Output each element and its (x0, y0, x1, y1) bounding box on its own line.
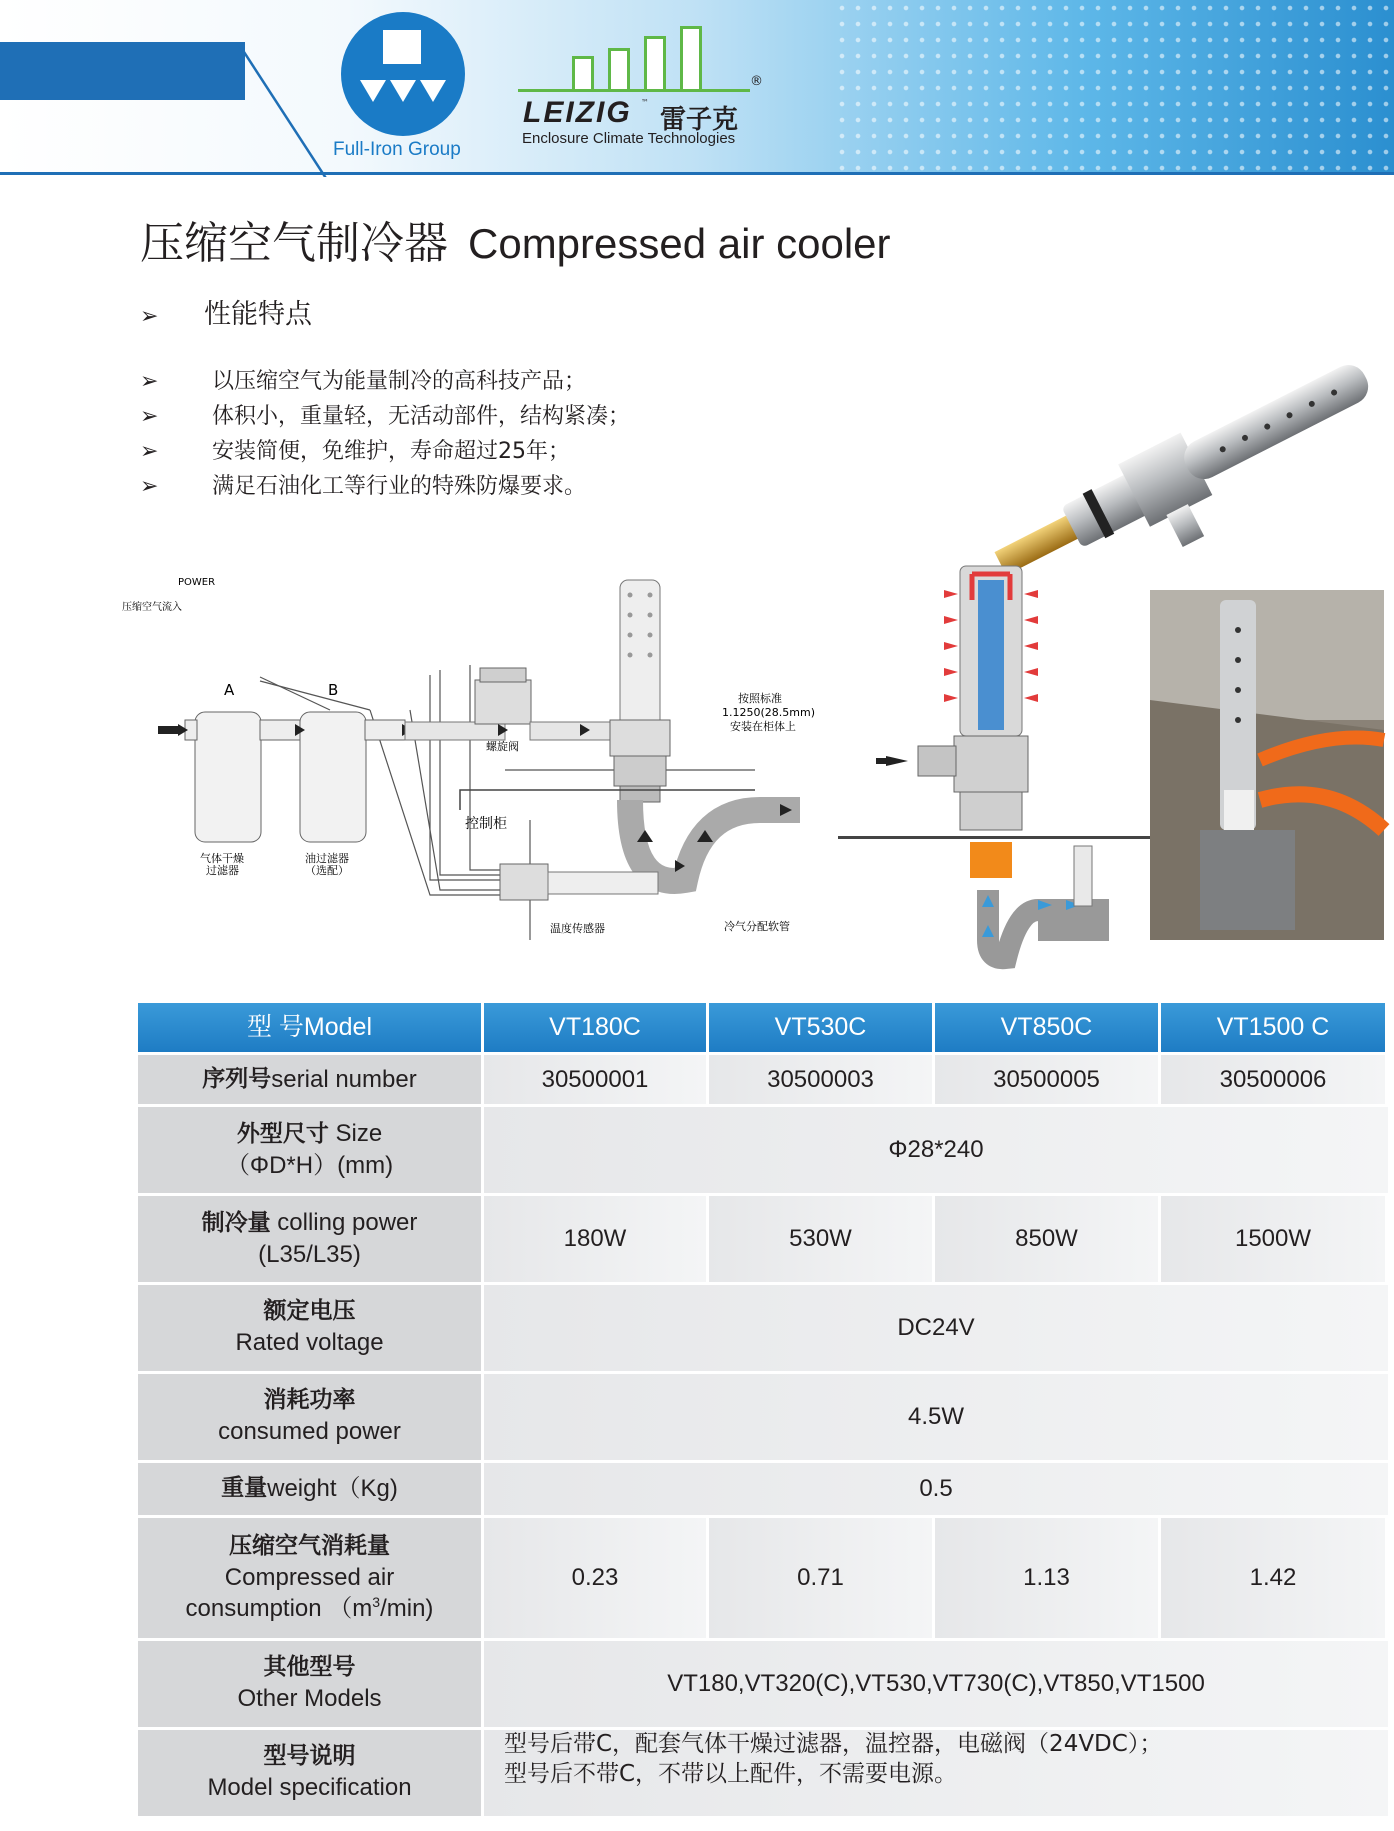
row-label: 重量 weight（Kg) (138, 1463, 481, 1515)
table-cell: 1500W (1161, 1196, 1385, 1282)
filter-a-label: A (224, 681, 235, 699)
valve-label: 螺旋阀 (486, 740, 519, 753)
table-row (138, 1641, 1388, 1727)
row-label: 序列号 serial number (138, 1055, 481, 1104)
table-row (138, 1518, 1388, 1638)
leizig-logo-chinese: 雷子克 (660, 105, 739, 135)
spec-table (138, 1003, 1388, 1819)
oil-filter-label: 油过滤器 (305, 852, 349, 865)
table-row (138, 1463, 1388, 1515)
leizig-logo-name: LEIZIG (523, 96, 632, 129)
page-header (0, 0, 1394, 175)
filter-b-label: B (328, 681, 339, 699)
leizig-logo-baseline (518, 89, 750, 92)
trademark-symbol: ™ (641, 98, 649, 107)
column-header-model: 型 号Model (138, 1003, 481, 1052)
dryer-label: 气体干燥 (200, 852, 244, 865)
table-cell: 型号后带C，配套气体干燥过滤器，温控器，电磁阀（24VDC）； 型号后不带C，不带以上配件，不需要电源。 (484, 1730, 1388, 1816)
feature-item: ➢ 体积小，重量轻，无活动部件，结构紧凑； (140, 404, 631, 429)
table-header-row (138, 1003, 1388, 1052)
arrow-bullet-icon: ➢ (140, 439, 159, 464)
table-cell: 180W (484, 1196, 706, 1282)
table-row (138, 1730, 1388, 1816)
installation-diagram (122, 560, 830, 950)
table-cell: 30500001 (484, 1055, 706, 1104)
table-cell: 4.5W (484, 1374, 1388, 1460)
product-photo (968, 320, 1358, 530)
row-label: 其他型号 Other Models (138, 1641, 481, 1727)
leizig-tagline: Enclosure Climate Technologies (522, 130, 736, 147)
table-cell: Φ28*240 (484, 1107, 1388, 1193)
installation-photo (1150, 590, 1384, 940)
header-diagonal-line (236, 42, 327, 177)
table-cell: 0.71 (709, 1518, 932, 1638)
arrow-bullet-icon: ➢ (140, 369, 159, 394)
table-cell: 850W (935, 1196, 1158, 1282)
note-label: 1.1250(28.5mm) (722, 706, 815, 719)
cabinet-label: 控制柜 (465, 816, 507, 832)
table-cell: DC24V (484, 1285, 1388, 1371)
registered-symbol: ® (750, 74, 763, 89)
oil-filter-label: （选配） (305, 864, 349, 877)
row-label: 型号说明 Model specification (138, 1730, 481, 1816)
airflow-diagram (838, 560, 1160, 980)
arrow-bullet-icon: ➢ (140, 474, 159, 499)
table-cell: 30500005 (935, 1055, 1158, 1104)
note-label: 按照标准 (738, 692, 782, 705)
full-iron-logo-square (383, 30, 421, 64)
row-label: 额定电压 Rated voltage (138, 1285, 481, 1371)
table-cell: 30500006 (1161, 1055, 1385, 1104)
table-row (138, 1107, 1388, 1193)
row-label: 压缩空气消耗量 Compressed air consumption $(m^3/\min)$ (138, 1518, 481, 1638)
dot-pattern (834, 0, 1394, 175)
hose-label: 冷气分配软管 (724, 920, 790, 933)
arrow-bullet-icon: ➢ (140, 304, 159, 329)
row-label: 消耗功率 consumed power (138, 1374, 481, 1460)
full-iron-logo-triangle (420, 80, 446, 102)
power-label: POWER (178, 577, 216, 588)
row-label: 外型尺寸 Size （ΦD*H）(mm) (138, 1107, 481, 1193)
feature-item: ➢ 安装简便，免维护，寿命超过25年； (140, 439, 570, 464)
row-label: 制冷量 colling power (L35/L35) (138, 1196, 481, 1282)
table-row (138, 1285, 1388, 1371)
title-chinese: 压缩空气制冷器 (140, 218, 448, 269)
full-iron-logo-text: Full-Iron Group (333, 139, 461, 160)
table-row (138, 1196, 1388, 1282)
feature-list (140, 364, 630, 504)
dryer-label: 过滤器 (206, 864, 239, 877)
header-base-line (0, 172, 1394, 175)
leizig-logo-bars (528, 22, 760, 90)
table-cell: 530W (709, 1196, 932, 1282)
feature-item: ➢ 以压缩空气为能量制冷的高科技产品； (140, 369, 587, 394)
table-cell: 0.23 (484, 1518, 706, 1638)
table-cell: 1.42 (1161, 1518, 1385, 1638)
section-heading: ➢ 性能特点 (140, 299, 312, 330)
arrow-bullet-icon: ➢ (140, 404, 159, 429)
sensor-label: 温度传感器 (550, 922, 605, 935)
feature-item: ➢ 满足石油化工等行业的特殊防爆要求。 (140, 474, 587, 499)
full-iron-logo-triangle (390, 80, 416, 102)
table-cell: VT180,VT320(C),VT530,VT730(C),VT850,VT1500 (484, 1641, 1388, 1727)
column-header: VT180C (484, 1003, 706, 1052)
table-row (138, 1374, 1388, 1460)
full-iron-logo-triangle (360, 80, 386, 102)
page-title (140, 207, 891, 271)
table-cell: 30500003 (709, 1055, 932, 1104)
column-header: VT530C (709, 1003, 932, 1052)
title-english: Compressed air cooler (468, 220, 891, 267)
inlet-label: 压缩空气流入 (122, 602, 182, 613)
table-cell: 1.13 (935, 1518, 1158, 1638)
note-label: 安装在柜体上 (730, 720, 796, 733)
table-cell: 0.5 (484, 1463, 1388, 1515)
header-band (0, 42, 245, 100)
column-header: VT1500 C (1161, 1003, 1385, 1052)
column-header: VT850C (935, 1003, 1158, 1052)
table-row (138, 1055, 1388, 1104)
